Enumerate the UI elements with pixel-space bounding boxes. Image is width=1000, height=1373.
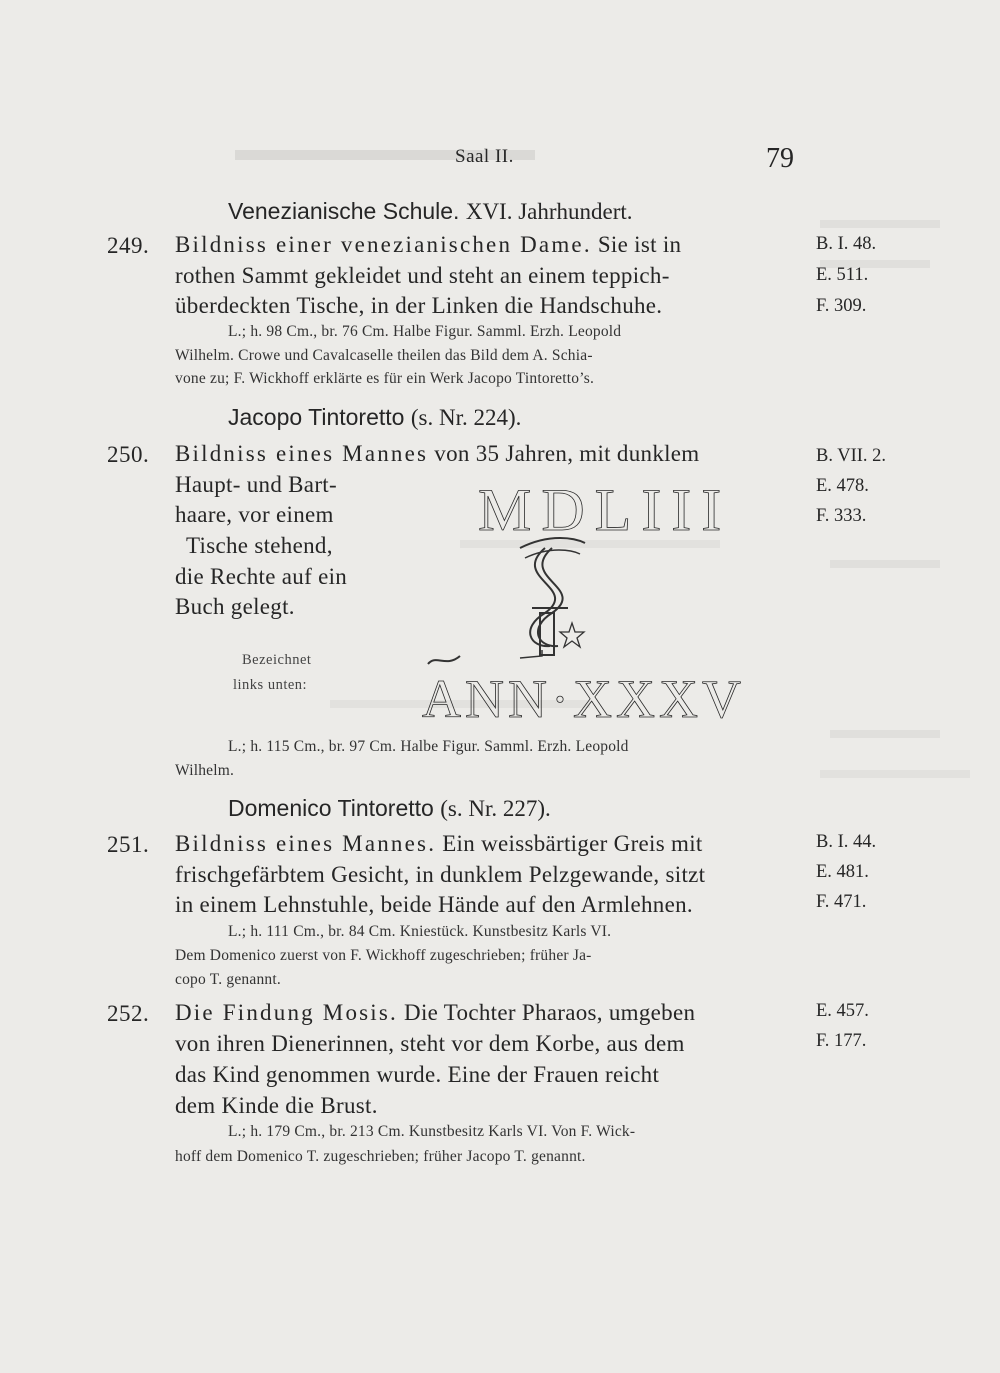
section-heading-suffix: (s. Nr. 227).: [440, 796, 551, 821]
tilde-mark-icon: [424, 650, 464, 670]
section-heading-name: Venezianische Schule.: [228, 198, 460, 224]
entry-note: copo T. genannt.: [175, 971, 281, 988]
reference: B. VII. 2.: [816, 446, 887, 466]
entry-text: von 35 Jahren, mit dunklem: [434, 441, 700, 466]
entry-number: 252.: [107, 1001, 150, 1026]
entry-text: Sie ist in: [597, 232, 682, 257]
entry-line: das Kind genommen wurde. Eine der Frauen reicht: [175, 1062, 660, 1087]
entry-line: überdeckten Tische, in der Linken die Handschuhe.: [175, 293, 663, 318]
entry-title: Bildniss eines Mannes.: [175, 831, 437, 856]
signature-monogram-icon: [490, 528, 610, 678]
entry-line: Tische stehend,: [186, 533, 333, 558]
entry-text: Die Tochter Pharaos, umgeben: [404, 1000, 696, 1025]
entry-line: die Rechte auf ein: [175, 564, 348, 589]
entry-note: L.; h. 179 Cm., br. 213 Cm. Kunstbesitz Karls VI. Von F. Wick-: [228, 1123, 636, 1140]
entry-line: von ihren Dienerinnen, steht vor dem Korbe, aus dem: [175, 1031, 685, 1056]
entry-line: dem Kinde die Brust.: [175, 1093, 378, 1118]
entry-line: haare, vor einem: [175, 502, 334, 527]
entry-title: Die Findung Mosis.: [175, 1000, 398, 1025]
section-heading-suffix: XVI. Jahrhundert.: [465, 199, 633, 224]
entry-note: Wilhelm.: [175, 762, 235, 779]
section-heading-suffix: (s. Nr. 224).: [410, 405, 522, 430]
entry-text: Ein weissbärtiger Greis mit: [442, 831, 703, 856]
entry-line: [175, 831, 703, 857]
entry-number: 249.: [107, 233, 150, 258]
section-heading: [228, 198, 633, 225]
entry-note: vone zu; F. Wickhoff erklärte es für ein Werk Jacopo Tintoretto’s.: [175, 370, 595, 387]
entry-line: [175, 441, 700, 467]
reference: E. 481.: [816, 862, 869, 882]
entry-line: [175, 1000, 695, 1026]
entry-title: Bildniss eines Mannes: [175, 441, 429, 466]
reference: B. I. 48.: [816, 234, 877, 254]
reference: E. 478.: [816, 476, 869, 496]
entry-line: frischgefärbtem Gesicht, in dunklem Pelzgewande, sitzt: [175, 862, 706, 887]
signature-date: MDLIII: [478, 477, 732, 543]
entry-number: 250.: [107, 442, 150, 467]
reference: E. 511.: [816, 265, 869, 285]
entry-note: Wilhelm. Crowe und Cavalcaselle theilen das Bild dem A. Schia-: [175, 347, 593, 364]
section-heading: [228, 795, 551, 822]
entry-line: Haupt- und Bart-: [175, 472, 337, 497]
signature-year: ANN·XXXV: [422, 669, 745, 729]
entry-note: hoff dem Domenico T. zugeschrieben; früher Jacopo T. genannt.: [175, 1148, 586, 1165]
entry-line: [175, 232, 681, 258]
reference: F. 309.: [816, 296, 867, 316]
signature-label: Bezeichnet: [242, 652, 312, 668]
section-heading-name: Domenico Tintoretto: [228, 795, 434, 821]
entry-note: L.; h. 111 Cm., br. 84 Cm. Kniestück. Kunstbesitz Karls VI.: [228, 923, 612, 940]
entry-number: 251.: [107, 832, 150, 857]
entry-note: L.; h. 98 Cm., br. 76 Cm. Halbe Figur. Samml. Erzh. Leopold: [228, 323, 622, 340]
entry-line: in einem Lehnstuhle, beide Hände auf den Armlehnen.: [175, 892, 693, 917]
section-heading: [228, 404, 521, 431]
page-number: 79: [766, 143, 794, 174]
reference: F. 471.: [816, 892, 867, 912]
reference: F. 333.: [816, 506, 867, 526]
running-title: Saal II.: [455, 146, 514, 167]
section-heading-name: Jacopo Tintoretto: [228, 404, 405, 430]
reference: B. I. 44.: [816, 832, 877, 852]
reference: F. 177.: [816, 1031, 867, 1051]
entry-note: L.; h. 115 Cm., br. 97 Cm. Halbe Figur. Samml. Erzh. Leopold: [228, 738, 629, 755]
entry-line: rothen Sammt gekleidet und steht an einem teppich-: [175, 263, 670, 288]
reference: E. 457.: [816, 1001, 869, 1021]
entry-line: Buch gelegt.: [175, 594, 295, 619]
entry-note: Dem Domenico zuerst von F. Wickhoff zugeschrieben; früher Ja-: [175, 947, 592, 964]
entry-title: Bildniss einer venezianischen Dame.: [175, 232, 592, 257]
signature-label: links unten:: [233, 677, 308, 693]
